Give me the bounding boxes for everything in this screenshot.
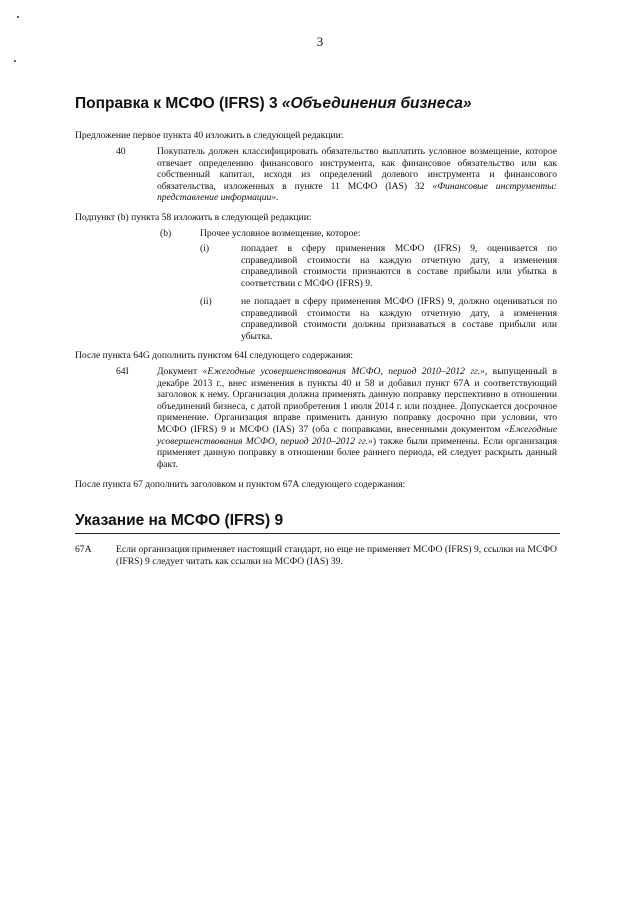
- item-i-text: попадает в сферу применения МСФО (IFRS) 9, оценивается по справедливой стоимости на каждую отчетную дату, а изменения справедливой стоимости признаются в составе прибыли или убытка в соответствии с МСФО (IFRS) 9.: [241, 243, 557, 289]
- paragraph-64i-italic: «Ежегодные усовершенствования МСФО, период 2010–2012 гг.»: [202, 366, 485, 377]
- paragraph-number-64i: 64I: [116, 366, 129, 377]
- item-ii-label: (ii): [200, 296, 212, 307]
- item-i-label: (i): [200, 243, 210, 254]
- heading-italic: «Объединения бизнеса»: [281, 95, 472, 112]
- paragraph-40-italic: «Финансовые инструменты: представление информации».: [157, 180, 557, 204]
- item-b-text: Прочее условное возмещение, которое:: [200, 228, 361, 239]
- scan-speck: [14, 60, 16, 62]
- paragraph-64i-part: , выпущенный в декабре 2013 г., внес изменения в пункты 40 и 58 и добавил пункт 67А и соответствующий заголовок к нему. Организация должна применять данную поправку перспективно в отношении объединений бизнеса, с датой приобретения 1 июля 2014 г. или позднее. Допускается досрочное применение. Организация вправе применить данную поправку досрочно при условии, что МСФО (IFRS) 9 и МСФО (IAS) 37 (оба с поправками, внесенными документом: [157, 366, 557, 435]
- paragraph-67a-text: Если организация применяет настоящий стандарт, но еще не применяет МСФО (IFRS) 9, ссылки на МСФО (IFRS) 9 следует читать как ссылки на МСФО (IAS) 39.: [116, 544, 557, 567]
- paragraph-64i-part: ) также были применены. Если организация применяет данную поправку в отношении более раннего периода, ей следует раскрыть данный факт.: [157, 435, 557, 470]
- intro-paragraph-64i: После пункта 64G дополнить пунктом 64I следующего содержания:: [75, 350, 354, 361]
- paragraph-number-67a: 67А: [75, 544, 92, 555]
- section-heading-ifrs3: [75, 95, 471, 113]
- paragraph-64i-text: [157, 366, 557, 470]
- paragraph-40-body: Покупатель должен классифицировать обязательство выплатить условное возмещение, которое отвечает определению финансового инструмента, как финансовое обязательство или как собственный капитал, исходя из определений долевого инструмента и финансового обязательства, изложенных в пункте 11 МСФО (IAS) 32: [157, 146, 557, 192]
- paragraph-64i-part: Документ: [157, 366, 203, 377]
- paragraph-64i-italic: «Ежегодные усовершенствования МСФО, период 2010–2012 гг.»: [157, 423, 557, 447]
- paragraph-number-40: 40: [116, 146, 126, 157]
- intro-paragraph-58: Подпункт (b) пункта 58 изложить в следующей редакции:: [75, 212, 312, 223]
- page-number: 3: [316, 34, 324, 49]
- paragraph-40-text: [157, 146, 557, 204]
- scan-speck: [17, 16, 19, 18]
- heading-main: Поправка к МСФО (IFRS) 3: [75, 95, 282, 112]
- section-heading-ifrs9: Указание на МСФО (IFRS) 9: [75, 512, 560, 534]
- item-ii-text: не попадает в сферу применения МСФО (IFRS) 9, должно оцениваться по справедливой стоимости на каждую отчетную дату, а изменения справедливой стоимости должны признаваться в составе прибыли или убытка.: [241, 296, 557, 342]
- intro-paragraph-67a: После пункта 67 дополнить заголовком и пунктом 67А следующего содержания:: [75, 479, 406, 490]
- item-b-label: (b): [160, 228, 172, 239]
- intro-paragraph-40: Предложение первое пункта 40 изложить в следующей редакции:: [75, 130, 344, 141]
